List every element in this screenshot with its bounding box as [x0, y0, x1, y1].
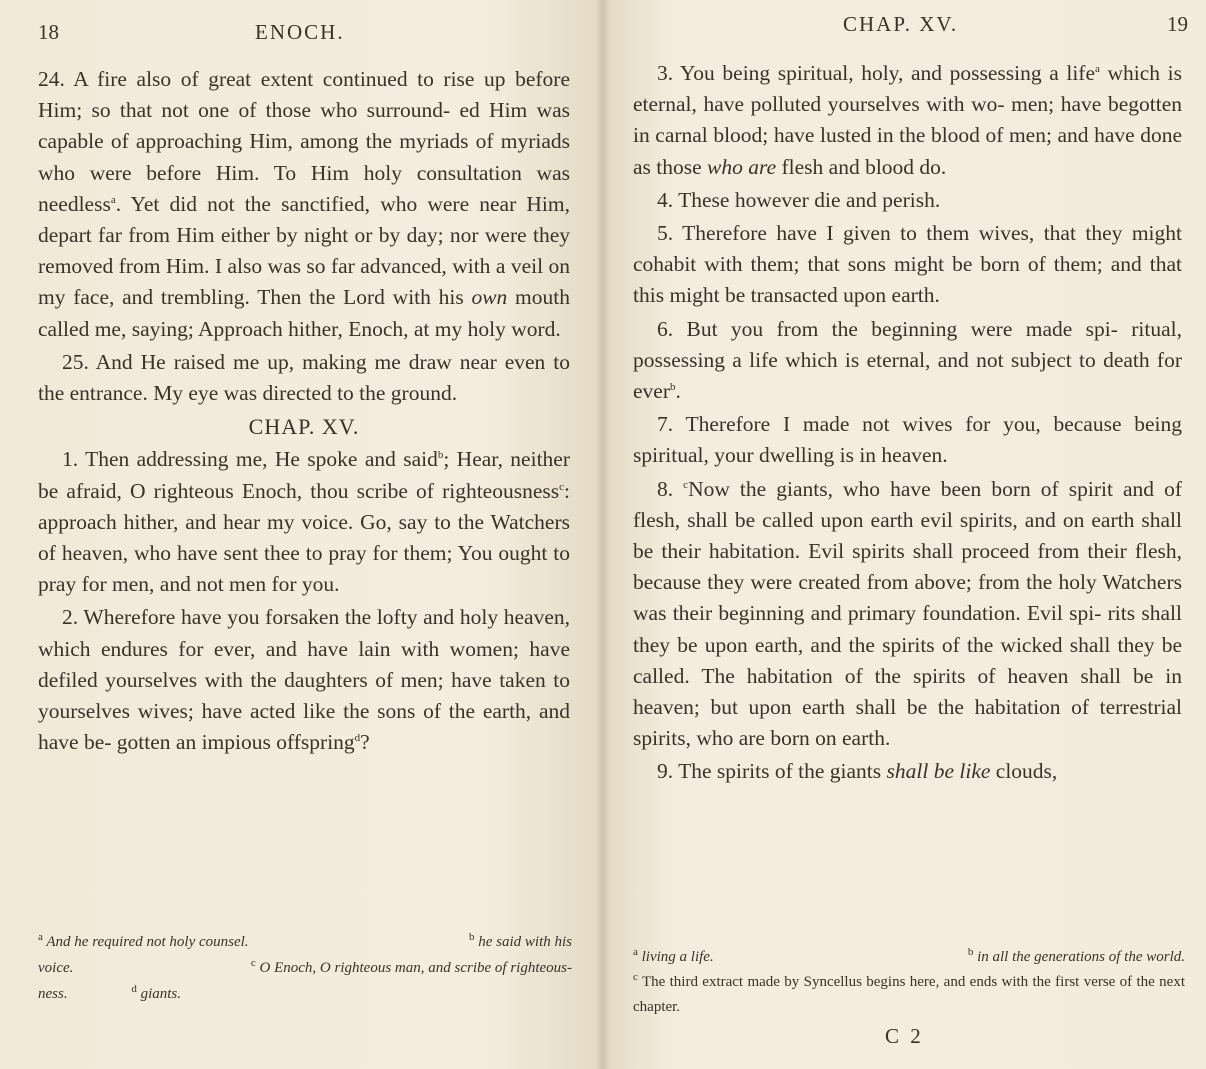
verse-3: 3. You being spiritual, holy, and possessing a life$^a$ which is eternal, have polluted yourselves with wo- men; have begotten in carnal blood; have lusted in the blood of men; and have done as those who are flesh and blood do.: [633, 61, 1182, 179]
footnote-ref-c: c: [683, 478, 689, 491]
chapter-heading: CHAP. XV.: [248, 414, 360, 440]
verse-2: 2. Wherefore have you forsaken the lofty and holy heaven, which endures for ever, and have lain with women; have defiled yourselves with the daughters of men; have taken to yourselves wives; have acted like the sons of the earth, and have be- gotten an impious offspring$^d$?: [38, 605, 570, 755]
footnote-line: [633, 945, 1185, 970]
page-body: [38, 64, 570, 760]
footnotes: [38, 929, 572, 1007]
footnotes: [633, 945, 1185, 1020]
footnote-b: $^b$ he said with his: [468, 931, 572, 950]
verse-6: 6. But you from the beginning were made spi- ritual, possessing a life which is eternal, and not subject to death for ever$^b$.: [633, 316, 1182, 404]
verse-7: 7. Therefore I made not wives for you, because being spiritual, your dwelling is in heaven.: [633, 412, 1182, 468]
verse-4: 4. These however die and perish.: [657, 187, 941, 212]
page-number: 19: [1167, 12, 1188, 36]
page-number: 18: [38, 20, 59, 44]
footnote-ref-b: b: [437, 449, 444, 462]
footnote-c: $^c$ The third extract made by Syncellus begins here, and ends with the first verse of the next chapter.: [633, 971, 1186, 1015]
verse-24: 24. A fire also of great extent continued to rise up before Him; so that not one of those who surround- ed Him was capable of approaching Him, among the myriads of myriads who were before Him. To Him holy consultation was needless$^a$. Yet did not the sanctified, who were near Him, depart far from Him either by night or by day; nor were they removed from Him. I also was so far advanced, with a veil on my face, and trembling. Then the Lord with his own mouth called me, saying; Approach hither, Enoch, at my holy word.: [38, 67, 570, 341]
footnote-b: $^b$ in all the generations of the world.: [967, 946, 1185, 965]
footnote-a: $^a$ And he required not holy counsel.: [38, 931, 249, 950]
running-head: ENOCH.: [255, 20, 345, 44]
verse-9: 9. The spirits of the giants shall be like clouds,: [657, 759, 1058, 784]
footnote-a: $^a$ living a life.: [633, 946, 714, 965]
footnote-line: ness. $^d$ giants.: [38, 983, 182, 1002]
footnote-ref-d: d: [354, 732, 361, 745]
verse-25: 25. And He raised me up, making me draw near even to the entrance. My eye was directed to the ground.: [38, 349, 570, 406]
right-page: [603, 0, 1206, 1069]
footnote-c: $^c$ O Enoch, O righteous man, and scribe of righteous-: [250, 957, 572, 976]
verse-1: 1. Then addressing me, He spoke and said$^b$; Hear, neither be afraid, O righteous Enoch, thou scribe of righteousness$^c$: approach hither, and hear my voice. Go, say to the Watchers of heaven, who have sent thee to pray for them; You ought to pray for men, and not men for you.: [38, 447, 570, 597]
gutter-shadow: [596, 0, 610, 1069]
footnote-ref-b: b: [670, 380, 676, 393]
footnote-ref-c: c: [559, 480, 565, 493]
signature-mark: C 2: [885, 1024, 924, 1048]
footnote-ref-a: a: [1095, 62, 1100, 75]
verse-5: 5. Therefore have I given to them wives, that they might cohabit with them; that sons might be born of them; and that this might be transacted upon earth.: [633, 221, 1182, 308]
footnote-line: [38, 929, 572, 955]
footnote-ref-a: a: [110, 193, 116, 206]
verse-8: 8. $^c$Now the giants, who have been born of spirit and of flesh, shall be called upon earth evil spirits, and on earth shall be their habitation. Evil spirits shall proceed from their flesh, because they were created from above; from the holy Watchers was their beginning and primary foundation. Evil spi- rits shall they be upon earth, and the spirits of the wicked shall they be called. The habitation of the spirits of heaven shall be in heaven; but upon earth shall be the habitation of terrestrial spirits, who are born on earth.: [633, 476, 1182, 751]
running-head: CHAP. XV.: [843, 12, 959, 36]
footnote-d: $^d$ giants.: [131, 983, 182, 1002]
page-body: [633, 58, 1182, 790]
footnote-line: voice. $^c$ O Enoch, O righteous man, and scribe of righteous-: [38, 955, 572, 981]
